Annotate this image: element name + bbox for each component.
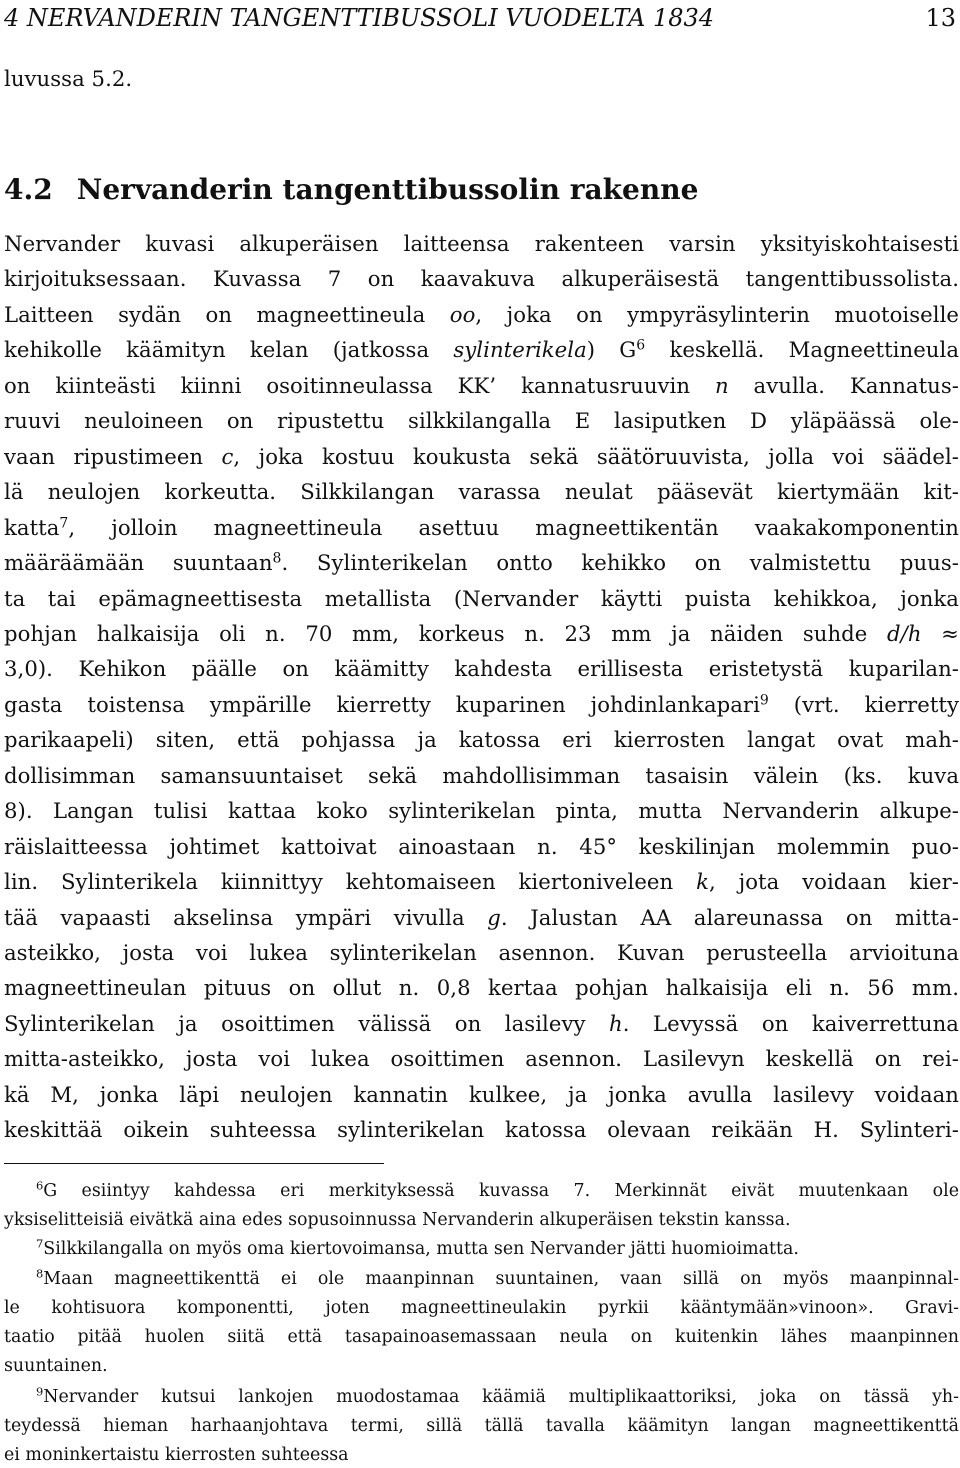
body-line: tää vapaasti akselinsa ympäri vivulla g. Jalustan AA alareunassa on mitta-: [4, 904, 959, 930]
body-line: pohjan halkaisija oli n. 70 mm, korkeus n. 23 mm ja näiden suhde d/h ≈: [4, 620, 959, 646]
body-line: kirjoituksessaan. Kuvassa 7 on kaavakuva alkuperäisestä tangenttibussolista.: [4, 266, 959, 292]
section-heading: [4, 170, 698, 210]
body-line: lin. Sylinterikela kiinnittyy kehtomaiseen kiertoniveleen k, jota voidaan kier-: [4, 869, 959, 895]
footnote-line: $^7$Silkkilangalla on myös oma kiertovoimansa, mutta sen Nervander jätti huomioimatta.: [36, 1236, 799, 1259]
body-line: magneettineulan pituus on ollut n. 0,8 kertaa pohjan halkaisija eli n. 56 mm.: [4, 975, 959, 1001]
body-line: kehikolle käämityn kelan (jatkossa sylinterikela) $G^6$ keskellä. Magneettineula: [4, 337, 959, 363]
footnote-line: yksiselitteisiä eivätkä aina edes sopusoinnussa Nervanderin alkuperäisen tekstin kanssa.: [4, 1210, 791, 1230]
body-line: räislaitteessa johtimet kattoivat ainoastaan n. 45° keskilinjan molemmin puo-: [4, 833, 959, 859]
section-number: 4.2: [4, 173, 53, 206]
body-line: Nervander kuvasi alkuperäisen laitteensa rakenteen varsin yksityiskohtaisesti: [4, 231, 959, 256]
body-line: parikaapeli) siten, että pohjassa ja katossa eri kierrosten langat ovat mah-: [4, 727, 959, 753]
footnote-line: suuntainen.: [4, 1356, 108, 1376]
body-line: dollisimman samansuuntaiset sekä mahdollisimman tasaisin välein (ks. kuva: [4, 762, 959, 788]
intro-line: luvussa 5.2.: [4, 66, 133, 91]
footnote-line: $^9$Nervander kutsui lankojen muodostamaa käämiä multiplikaattoriksi, joka on tässä yh-: [36, 1384, 959, 1407]
footnote-line: le kohtisuora komponentti, joten magneettineulakin pyrkii kääntymään»vinoon». Gravi-: [4, 1298, 959, 1318]
footnote-line: $^8$Maan magneettikenttä ei ole maanpinnan suuntainen, vaan sillä on myös maanpinnal-: [36, 1266, 959, 1289]
body-line: 3,0). Kehikon päälle on käämitty kahdesta erillisesta eristetystä kuparilan-: [4, 656, 959, 682]
body-line: Laitteen sydän on magneettineula oo, joka on ympyräsylinterin muotoiselle: [4, 301, 959, 327]
body-line: Sylinterikelan ja osoittimen välissä on lasilevy h. Levyssä on kaiverrettuna: [4, 1010, 959, 1036]
footnote-line: teydessä hieman harhaanjohtava termi, sillä tällä tavalla käämityn langan magneettikenttä: [4, 1416, 959, 1436]
footnote-line: taatio pitää huolen siitä että tasapainoasemassaan neula on kuitenkin lähes maanpinnen: [4, 1327, 959, 1347]
body-line: gasta toistensa ympärille kierretty kuparinen johdinlankapari$^9$ (vrt. kierretty: [4, 691, 959, 717]
body-line: on kiinteästi kiinni osoitinneulassa KK’ kannatusruuvin n avulla. Kannatus-: [4, 372, 959, 398]
running-head-title: 4 NERVANDERIN TANGENTTIBUSSOLI VUODELTA 1834: [4, 4, 715, 32]
body-line: katta$^7$, jolloin magneettineula asettuu magneettikentän vaakakomponentin: [4, 514, 959, 540]
running-head: [4, 2, 956, 34]
page-number: 13: [925, 4, 956, 32]
body-line: 8). Langan tulisi kattaa koko sylinterikelan pinta, mutta Nervanderin alkupe-: [4, 798, 959, 824]
section-title: Nervanderin tangenttibussolin rakenne: [76, 173, 699, 206]
body-line: keskittää oikein suhteessa sylinterikelan katossa olevaan reikään H. Sylinteri-: [4, 1117, 959, 1143]
body-line: ruuvi neuloineen on ripustettu silkkilangalla E lasiputken D yläpäässä ole-: [4, 408, 959, 434]
body-line: vaan ripustimeen c, joka kostuu koukusta sekä säätöruuvista, jolla voi säädel-: [4, 443, 959, 469]
body-line: kä M, jonka läpi neulojen kannatin kulkee, ja jonka avulla lasilevy voidaan: [4, 1081, 959, 1107]
body-line: määräämään suuntaan$^8$. Sylinterikelan ontto kehikko on valmistettu puus-: [4, 550, 959, 576]
footnote-line: ei moninkertaistu kierrosten suhteessa: [4, 1445, 349, 1465]
body-line: asteikko, josta voi lukea sylinterikelan asennon. Kuvan perusteella arvioituna: [4, 940, 959, 965]
body-line: lä neulojen korkeutta. Silkkilangan varassa neulat pääsevät kiertymään kit-: [4, 479, 959, 505]
footnote-line: $^6$G esiintyy kahdessa eri merkityksessä kuvassa 7. Merkinnät eivät muutenkaan ole: [36, 1178, 959, 1201]
body-line: ta tai epämagneettisesta metallista (Nervander käytti puista kehikkoa, jonka: [4, 585, 959, 611]
footnote-rule: [4, 1163, 384, 1164]
body-line: mitta-asteikko, josta voi lukea osoittimen asennon. Lasilevyn keskellä on rei-: [4, 1046, 959, 1072]
